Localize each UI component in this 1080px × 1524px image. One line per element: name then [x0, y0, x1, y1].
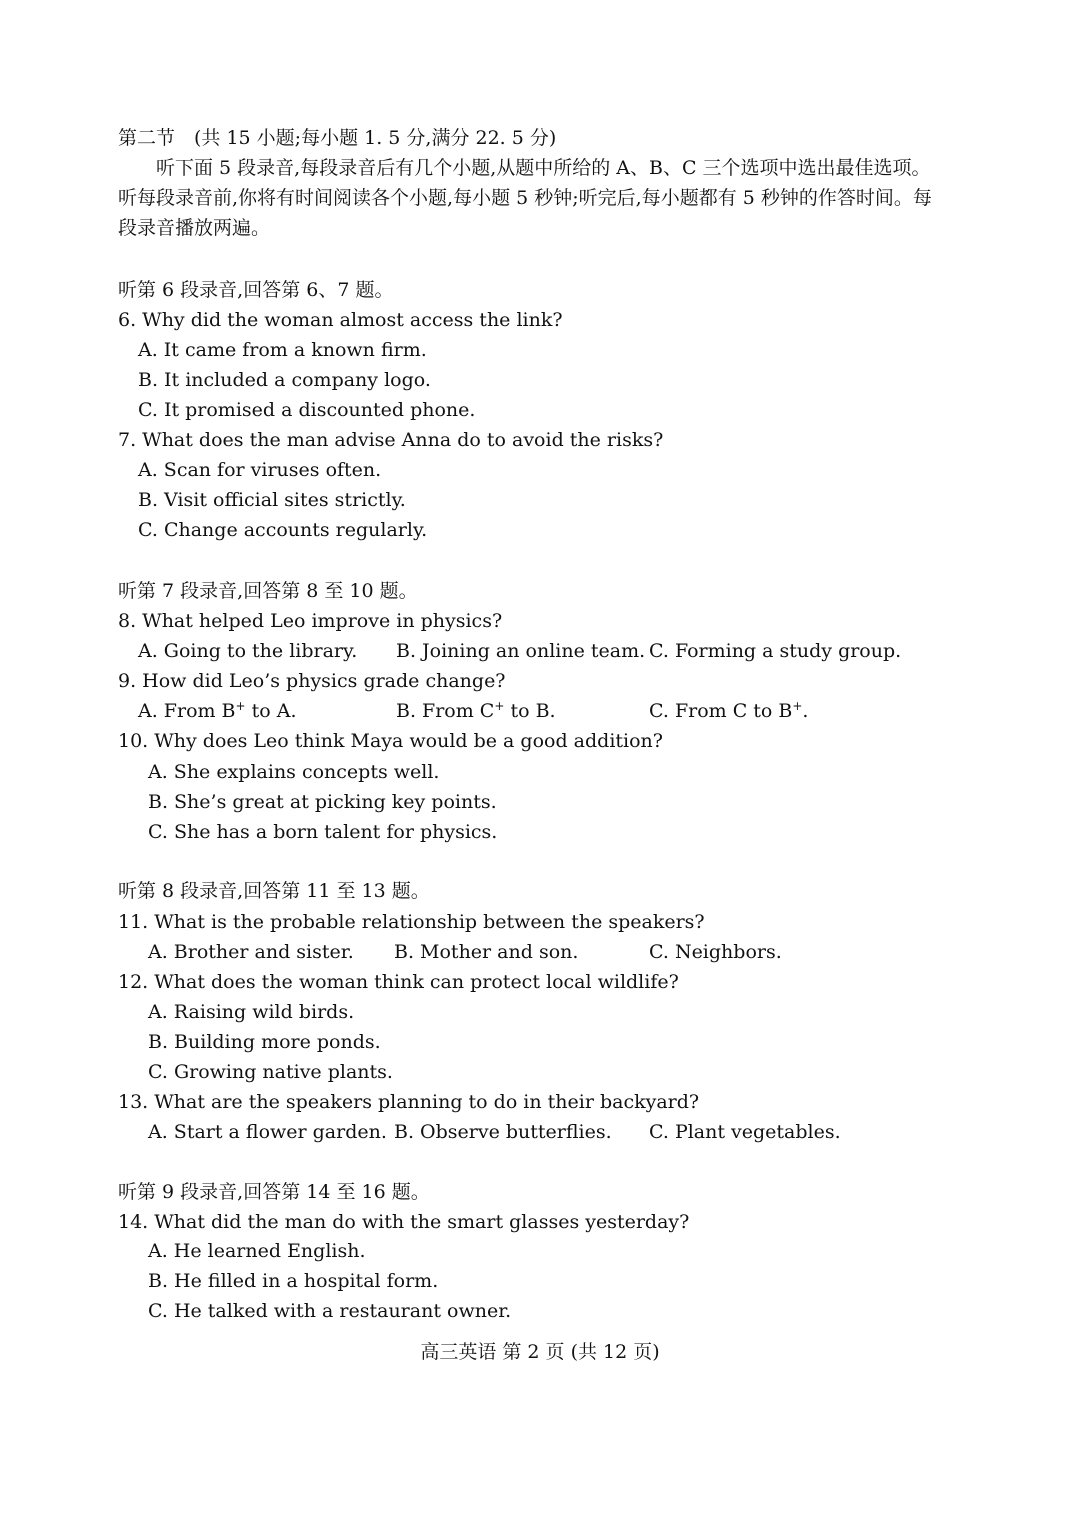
question-stem: 12. What does the woman think can protect local wildlife?: [118, 971, 679, 993]
option-part: C. From C to B: [649, 700, 793, 722]
segment-heading: 听第 6 段录音,回答第 6、7 题。: [118, 279, 394, 301]
question-stem: 8. What helped Leo improve in physics?: [118, 610, 503, 632]
segment-heading: 听第 9 段录音,回答第 14 至 16 题。: [118, 1181, 430, 1203]
option: B. It included a company logo.: [138, 369, 431, 391]
question-stem: 14. What did the man do with the smart glasses yesterday?: [118, 1211, 690, 1233]
page-footer: 高三英语 第 2 页 (共 12 页): [420, 1341, 660, 1363]
option: A. Going to the library.: [138, 640, 358, 662]
option: A. Start a flower garden.: [148, 1121, 387, 1143]
option: C. Neighbors.: [649, 941, 782, 963]
option: C. She has a born talent for physics.: [148, 821, 498, 843]
option: C. He talked with a restaurant owner.: [148, 1300, 512, 1322]
option: C. It promised a discounted phone.: [138, 399, 476, 421]
option-part: to A.: [251, 700, 297, 722]
question-stem: 10. Why does Leo think Maya would be a good addition?: [118, 730, 663, 752]
section-instructions: [118, 153, 938, 243]
option: C. Growing native plants.: [148, 1061, 393, 1083]
option: B. Observe butterflies.: [394, 1121, 612, 1143]
option: B. Mother and son.: [394, 941, 579, 963]
option: C. Forming a study group.: [649, 640, 902, 662]
segment-heading: 听第 7 段录音,回答第 8 至 10 题。: [118, 580, 418, 602]
option: [138, 696, 297, 726]
superscript-plus: +: [235, 699, 246, 713]
option: B. Joining an online team.: [396, 640, 646, 662]
option: A. Raising wild birds.: [148, 1001, 355, 1023]
superscript-plus: +: [494, 699, 505, 713]
question-stem: 9. How did Leo’s physics grade change?: [118, 670, 506, 692]
question-stem: 7. What does the man advise Anna do to avoid the risks?: [118, 429, 664, 451]
question-stem: 6. Why did the woman almost access the link?: [118, 309, 563, 331]
question-stem: 11. What is the probable relationship between the speakers?: [118, 911, 705, 933]
option-part: to B.: [510, 700, 556, 722]
question-stem: 13. What are the speakers planning to do in their backyard?: [118, 1091, 700, 1113]
option: C. Change accounts regularly.: [138, 519, 428, 541]
option: A. It came from a known firm.: [138, 339, 427, 361]
option-part: A. From B: [138, 700, 236, 722]
option: B. She’s great at picking key points.: [148, 791, 497, 813]
instructions-text: 听下面 5 段录音,每段录音后有几个小题,从题中所给的 A、B、C 三个选项中选出最佳选项。听每段录音前,你将有时间阅读各个小题,每小题 5 秒钟;听完后,每小题都有 5 秒钟的作答时间。每段录音播放两遍。: [118, 157, 932, 239]
superscript-plus: +: [792, 699, 803, 713]
option: B. Visit official sites strictly.: [138, 489, 406, 511]
segment-heading: 听第 8 段录音,回答第 11 至 13 题。: [118, 880, 430, 902]
option: [396, 696, 556, 726]
option: C. Plant vegetables.: [649, 1121, 841, 1143]
option: A. He learned English.: [148, 1240, 366, 1262]
section-title: 第二节 (共 15 小题;每小题 1. 5 分,满分 22. 5 分): [118, 127, 557, 149]
option: B. He filled in a hospital form.: [148, 1270, 439, 1292]
option: [649, 696, 808, 726]
option-part: B. From C: [396, 700, 495, 722]
option: A. She explains concepts well.: [148, 761, 440, 783]
option-part: .: [802, 700, 809, 722]
option: A. Scan for viruses often.: [138, 459, 382, 481]
option: A. Brother and sister.: [148, 941, 354, 963]
option: B. Building more ponds.: [148, 1031, 381, 1053]
